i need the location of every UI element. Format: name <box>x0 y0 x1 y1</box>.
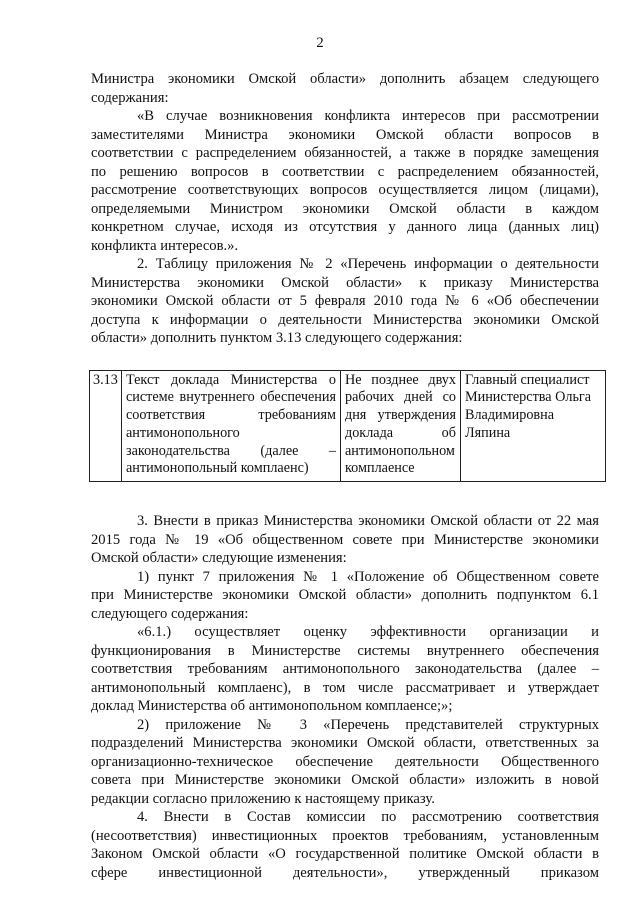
paragraph-quote-line: определяемыми Министром экономики Омской области в каждом <box>91 200 599 217</box>
table-row <box>90 370 606 482</box>
paragraph-quote-line: конфликта интересов.». <box>91 237 239 254</box>
paragraph-subpoint-6-1-line: доклад Министерства об антимонопольном комплаенсе;»; <box>91 698 453 715</box>
paragraph-subitem-1-line: следующего содержания: <box>91 605 249 622</box>
paragraph-quote-line: соответствии с распределением обязанностей, а также в порядке замещения <box>91 145 599 161</box>
paragraph-quote-line: рассмотрение соответствующих вопросов осуществляется лицом (лицами), <box>91 182 599 198</box>
paragraph-item-3-line: 3. Внести в приказ Министерства экономики Омской области от 22 мая <box>137 513 599 530</box>
paragraph-subpoint-6-1-line: функционирования в Министерстве системы внутреннего обеспечения <box>91 642 599 659</box>
paragraph-quote-line: конкретном случае, исходя из отсутствия у данного лица (данных лиц) <box>91 219 599 235</box>
paragraph-subitem-1-line: при Министерстве экономики Омской области» дополнить подпунктом 6.1 <box>91 587 599 604</box>
paragraph-subpoint-6-1-line: соответствия требованиям антимонопольного законодательства (далее – <box>91 661 599 678</box>
paragraph-item-3-line: 2015 года № 19 «Об общественном совете при Министерстве экономики <box>91 531 599 548</box>
spacer <box>91 348 599 370</box>
spacer <box>91 482 599 512</box>
paragraph-item-2-line: экономики Омской области от 5 февраля 2010 года № 6 «Об обеспечении <box>91 293 599 309</box>
paragraph-subitem-2-line: организационно-техническое обеспечение деятельности Общественного <box>91 753 599 770</box>
table-cell-responsible: Главный специалист Министерства Ольга Владимировна Ляпина <box>461 370 606 482</box>
paragraph-subpoint-6-1-line: «6.1.) осуществляет оценку эффективности организации и <box>137 624 599 641</box>
table-cell-deadline: Не позднее двух рабочих дней со дня утверждения доклада об антимонопольном комплаенсе <box>341 370 461 482</box>
paragraph-quote-line: заместителями Министра экономики Омской области вопросов в <box>91 126 599 143</box>
paragraph-item-3-line: Омской области» следующие изменения: <box>91 550 347 567</box>
paragraph-subpoint-6-1-line: антимонопольный комплаенс), в том числе рассматривает и утверждает <box>91 679 599 696</box>
paragraph-subitem-2-line: совета при Министерстве экономики Омской области» изложить в новой <box>91 772 599 789</box>
paragraph-quote-line: «В случае возникновения конфликта интересов при рассмотрении <box>137 108 599 124</box>
paragraph-item-2-line: доступа к информации о деятельности Министерства экономики Омской <box>91 311 599 328</box>
paragraph-item-4-line: (несоответствия) инвестиционных проектов требованиям, установленным <box>91 827 599 844</box>
paragraph-item-2-line: области» дополнить пунктом 3.13 следующего содержания: <box>91 330 463 346</box>
page-number: 2 <box>316 35 324 51</box>
paragraph-quote-line: по решению вопросов в соответствии с распределением обязанностей, <box>91 163 599 180</box>
paragraph-continuation-line: содержания: <box>91 89 169 106</box>
paragraph-item-4-line: 4. Внести в Состав комиссии по рассмотрению соответствия <box>137 809 599 826</box>
paragraph-item-4-line: сфере инвестиционной деятельности», утвержденный приказом <box>91 864 599 881</box>
paragraph-subitem-2-line: редакции согласно приложению к настоящему приказу. <box>91 790 435 807</box>
document-body <box>91 70 599 882</box>
paragraph-subitem-2-line: подразделений Министерства экономики Омской области, ответственных за <box>91 735 599 752</box>
paragraph-item-4-line: Законом Омской области «О государственной политике Омской области в <box>91 846 599 863</box>
paragraph-continuation-line: Министра экономики Омской области» дополнить абзацем следующего <box>91 71 599 87</box>
paragraph-item-2-line: Министерства экономики Омской области» к приказу Министерства <box>91 274 599 291</box>
table-cell-number: 3.13 <box>90 370 122 482</box>
paragraph-item-2-line: 2. Таблицу приложения № 2 «Перечень информации о деятельности <box>137 256 599 272</box>
paragraph-subitem-1-line: 1) пункт 7 приложения № 1 «Положение об Общественном совете <box>137 568 599 585</box>
paragraph-subitem-2-line: 2) приложение № 3 «Перечень представителей структурных <box>137 716 599 733</box>
information-table <box>89 370 606 483</box>
table-cell-information: Текст доклада Министерства о системе внутреннего обеспечения соответствия требованиям антимонопольного законодательства (далее – антимонопольный комплаенс) <box>122 370 341 482</box>
